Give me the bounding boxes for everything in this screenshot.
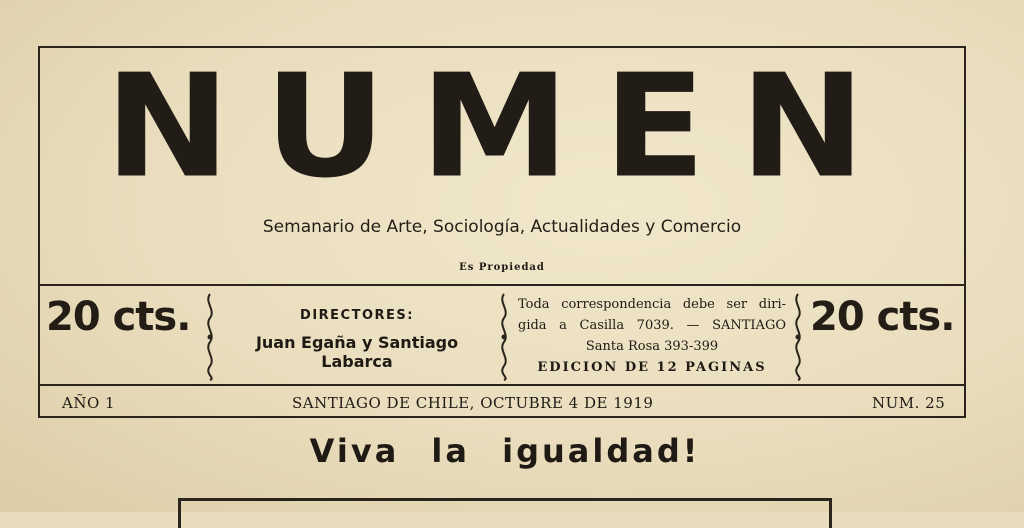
ornament-left-icon — [202, 292, 218, 382]
correspondence-address: Santa Rosa 393-399 — [585, 339, 719, 354]
propiedad-notice: Es Propiedad — [459, 262, 545, 273]
illustration-frame — [178, 498, 832, 528]
ornament-center-icon — [496, 292, 512, 382]
place-date: SANTIAGO DE CHILE, OCTUBRE 4 DE 1919 — [292, 394, 654, 412]
correspondence-line-1: Toda correspondencia debe ser diri- — [518, 297, 786, 312]
issue-number: NUM. 25 — [872, 394, 946, 412]
article-headline: Viva la igualdad! — [309, 432, 701, 470]
directors-label: DIRECTORES: — [300, 308, 414, 323]
price-right: 20 cts. — [810, 294, 955, 340]
directors-block — [222, 308, 492, 371]
correspondence-line-2: gida a Casilla 7039. — SANTIAGO — [518, 318, 786, 333]
price-left: 20 cts. — [46, 294, 191, 340]
edition-notice: EDICION DE 12 PAGINAS — [537, 360, 767, 375]
directors-names: Juan Egaña y Santiago Labarca — [255, 333, 459, 371]
rule-top-info — [40, 284, 964, 286]
masthead-title: NUMEN — [104, 44, 900, 210]
rule-under-dateline — [40, 416, 964, 418]
issue-year: AÑO 1 — [62, 394, 116, 412]
rule-under-info — [40, 384, 964, 386]
correspondence-block — [518, 294, 786, 378]
masthead-subtitle: Semanario de Arte, Sociología, Actualidades y Comercio — [262, 217, 742, 237]
ornament-right-icon — [790, 292, 806, 382]
